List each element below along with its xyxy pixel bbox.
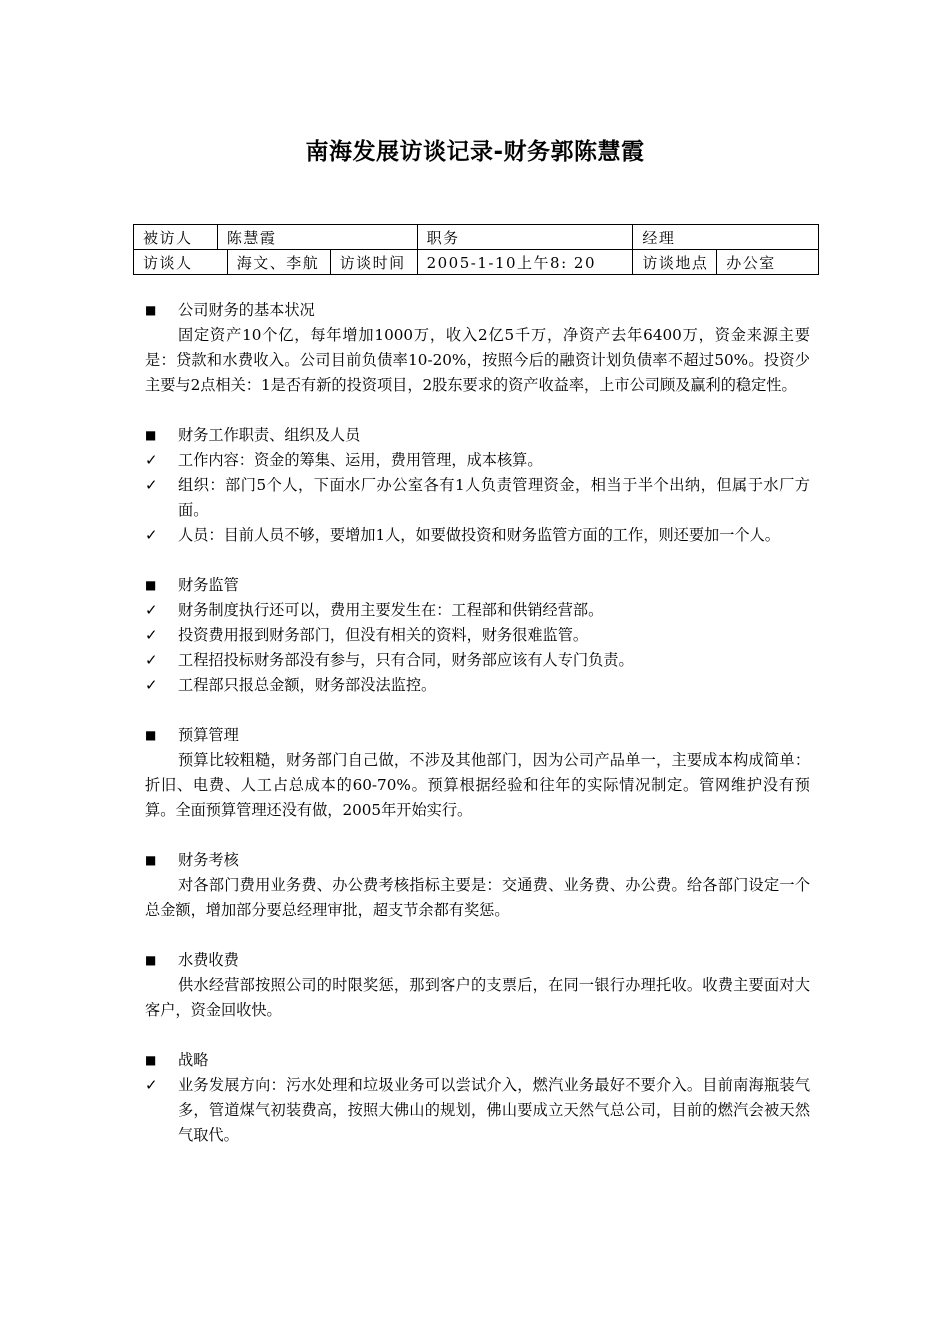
square-bullet-icon: ■ xyxy=(145,578,157,592)
section-heading: ■ 水费收费 xyxy=(145,948,810,973)
check-icon: ✓ xyxy=(145,676,158,694)
section-heading: ■ 财务考核 xyxy=(145,848,810,873)
section-heading: ■ 财务监管 xyxy=(145,573,810,598)
position-value: 经理 xyxy=(633,225,819,250)
check-icon: ✓ xyxy=(145,601,158,619)
section-paragraph: 预算比较粗糙，财务部门自己做，不涉及其他部门，因为公司产品单一，主要成本构成简单：折旧、电费、人工占总成本的60-70%。预算根据经验和往年的实际情况制定。管网维护没有预算。全面预算管理还没有做，2005年开始实行。 xyxy=(145,751,810,819)
section-assessment xyxy=(145,848,810,923)
square-bullet-icon: ■ xyxy=(145,428,157,442)
section-heading: ■ 预算管理 xyxy=(145,723,810,748)
list-item: ✓ 投资费用报到财务部门，但没有相关的资料，财务很难监管。 xyxy=(145,623,810,648)
list-item: ✓ 工作内容：资金的筹集、运用，费用管理，成本核算。 xyxy=(145,448,810,473)
page-title: 南海发展访谈记录-财务郭陈慧霞 xyxy=(305,139,645,165)
section-heading: ■ 公司财务的基本状况 xyxy=(145,298,810,323)
list-item: ✓ 工程部只报总金额，财务部没法监控。 xyxy=(145,673,810,698)
section-heading: ■ 战略 xyxy=(145,1048,810,1073)
position-label: 职务 xyxy=(417,225,633,250)
section-budget xyxy=(145,723,810,823)
section-supervision xyxy=(145,573,810,698)
section-paragraph: 对各部门费用业务费、办公费考核指标主要是：交通费、业务费、办公费。给各部门设定一个总金额，增加部分要总经理审批，超支节余都有奖惩。 xyxy=(145,876,810,919)
interviewee-label: 被访人 xyxy=(134,225,218,250)
interviewee-value: 陈慧霞 xyxy=(217,225,417,250)
list-item: ✓ 组织：部门5个人，下面水厂办公室各有1人负责管理资金，相当于半个出纳，但属于水厂方面。 xyxy=(145,473,810,523)
section-paragraph: 供水经营部按照公司的时限奖惩，那到客户的支票后，在同一银行办理托收。收费主要面对大客户，资金回收快。 xyxy=(145,976,810,1019)
list-item: ✓ 人员：目前人员不够，要增加1人，如要做投资和财务监管方面的工作，则还要加一个人。 xyxy=(145,523,810,548)
list-item: ✓ 工程招投标财务部没有参与，只有合同，财务部应该有人专门负责。 xyxy=(145,648,810,673)
check-icon: ✓ xyxy=(145,1076,158,1094)
section-heading: ■ 财务工作职责、组织及人员 xyxy=(145,423,810,448)
square-bullet-icon: ■ xyxy=(145,853,157,867)
section-basic-status xyxy=(145,298,810,398)
interviewer-value: 海文、李航 xyxy=(227,250,330,275)
list-item: ✓ 业务发展方向：污水处理和垃圾业务可以尝试介入，燃汽业务最好不要介入。目前南海瓶装气多，管道煤气初装费高，按照大佛山的规划，佛山要成立天然气总公司，目前的燃汽会被天然气取代。 xyxy=(145,1073,810,1148)
info-row-2 xyxy=(134,250,819,275)
check-icon: ✓ xyxy=(145,451,158,469)
check-icon: ✓ xyxy=(145,651,158,669)
square-bullet-icon: ■ xyxy=(145,303,157,317)
section-duties-org xyxy=(145,423,810,548)
document-body xyxy=(145,298,810,1173)
list-item: ✓ 财务制度执行还可以，费用主要发生在：工程部和供销经营部。 xyxy=(145,598,810,623)
location-value: 办公室 xyxy=(717,250,819,275)
section-strategy xyxy=(145,1048,810,1148)
info-row-1 xyxy=(134,225,819,250)
section-paragraph: 固定资产10个亿，每年增加1000万，收入2亿5千万，净资产去年6400万，资金来源主要是：贷款和水费收入。公司目前负债率10-20%，按照今后的融资计划负债率不超过50%。投资少主要与2点相关：1是否有新的投资项目，2股东要求的资产收益率，上市公司顾及赢利的稳定性。 xyxy=(145,326,810,394)
section-water-fees xyxy=(145,948,810,1023)
square-bullet-icon: ■ xyxy=(145,953,157,967)
interviewer-label: 访谈人 xyxy=(134,250,228,275)
check-icon: ✓ xyxy=(145,476,158,494)
time-label: 访谈时间 xyxy=(330,250,417,275)
square-bullet-icon: ■ xyxy=(145,1053,157,1067)
check-icon: ✓ xyxy=(145,526,158,544)
time-value: 2005-1-10上午8: 20 xyxy=(417,250,633,275)
interview-info-table xyxy=(133,224,819,275)
location-label: 访谈地点 xyxy=(633,250,717,275)
check-icon: ✓ xyxy=(145,626,158,644)
square-bullet-icon: ■ xyxy=(145,728,157,742)
